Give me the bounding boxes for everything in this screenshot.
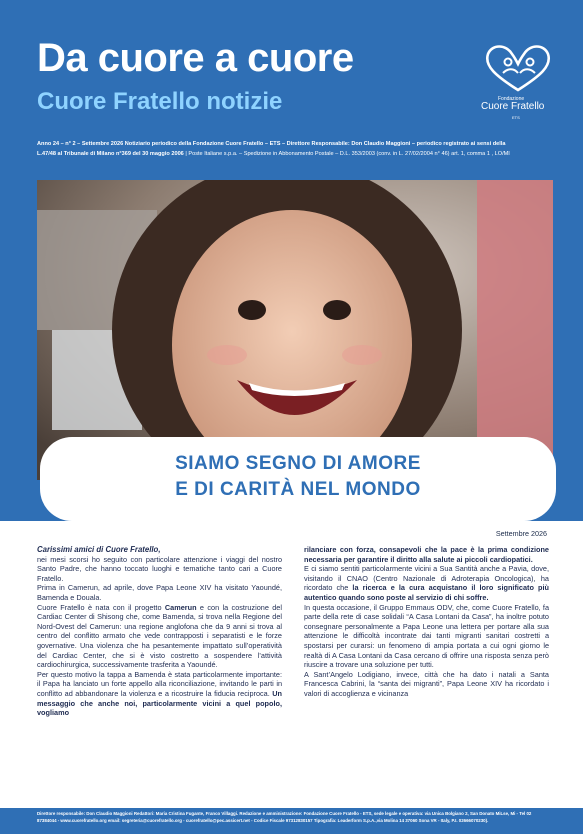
text-run-bold: Camerun [164,602,197,612]
article-paragraph: rilanciare con forza, consapevoli che la pace è la prima condizione necessaria per garantire il diritto alla salute ai piccoli cardiopatici. [304,545,549,564]
cover-photo-smiling-child [37,180,553,480]
article-greeting: Carissimi amici di Cuore Fratello, [37,545,161,554]
article-column-2 [304,545,549,699]
text-run: Per questo motivo la tappa a Bamenda è stata particolarmente importante: il Papa ha lanciato un forte appello alla riconciliazione, invitando le parti in conflitto ad abbandonare la violenza e a ricostruire la fiducia reciproca. [37,669,282,698]
logo-name: Cuore Fratello [481,101,545,112]
article-paragraph: Prima in Camerun, ad aprile, dove Papa Leone XIV ha visitato Yaoundé, Bamenda e Douala. [37,583,282,602]
text-run-bold: la ricerca e la cura acquistano il loro significato più autentico quando sono poste al servizio di chi soffre. [304,583,549,602]
headline-line-1: SIAMO SEGNO DI AMORE [175,453,421,474]
colophon [37,140,553,159]
logo-suffix: ETS [512,115,520,120]
article-paragraph [37,603,282,670]
article-body [0,521,583,808]
colophon-postal: | Poste Italiane s.p.a. – Spedizione in Abbonamento Postale – D.L. 353/2003 (conv. in L. 27/02/2004 n° 46) art. 1, comma 1 , LO/MI [183,150,510,157]
colophon-line-2 [37,150,553,160]
article-paragraph: nei mesi scorsi ho seguito con particolare attenzione i viaggi del nostro Santo Padre, che hanno toccato luoghi e tematiche tanto cari a Cuore Fratello. [37,554,282,583]
text-run: E ci siamo sentiti particolarmente vicini a Sua Santità anche a Pavia, dove, visitando il CNAO (Centro Nazionale di Adroterapia Oncologica), ha ricordato che [304,564,549,593]
colophon-registration: L.47/48 al Tribunale di Milano n°369 del 30 maggio 2006 [37,150,184,157]
footer [0,808,583,834]
masthead-subtitle: Cuore Fratello notizie [37,88,283,115]
headline-line-2: E DI CARITÀ NEL MONDO [175,479,421,500]
masthead-title: Da cuore a cuore [37,36,354,80]
article-paragraph [37,670,282,718]
footer-credits: Direttore responsabile: Don Claudio Maggioni Redattori: Maria Cristina Fugante, Franco Villaggi. Redazione e amministrazione: Fondazione Cuore Fratello - ETS, sede legale e operativa: via Unica Bolgiano 2, San Donato MiLse, Mi - Tel 02 87384044 - www.cuorefratello.org email: segreteria@cuorefratello.org - cuorefratello@pec.assicert.net - Codice Fiscale 97312830157 Tipografia: Leaderform S.p.A.,via Molina 14 37060 Sona VR - Italy, P.I. 02666070230). [37,811,532,823]
logo-foundation-label: Fondazione [498,96,525,102]
issue-date: Settembre 2026 [495,529,547,538]
text-run: Cuore Fratello è nata con il progetto [37,602,165,612]
article-paragraph: In questa occasione, il Gruppo Emmaus ODV, che, come Cuore Fratello, fa parte della rete di case solidali “A Casa Lontani da Casa”, ha inoltre potuto consegnare personalmente a Papa Leone una lettera per portare alla sua attenzione le difficoltà incontrate dai tanti migranti sanitari costretti a spostarsi per curarsi: un fenomeno di ampia portata a cui ogni giorno le realtà di A Casa Lontani da Casa cercano di offrire una risposta senza però riuscire a trovare una soluzione per tutti. [304,602,549,670]
article-paragraph: A Sant’Angelo Lodigiano, invece, città che ha dato i natali a Santa Francesca Cabrini, la “santa dei migranti”, Papa Leone XIV ha ricordato i valori di accoglienza e vicinanza [304,669,549,698]
text-run-bold: Un messaggio che anche noi, particolarmente vicini a quel popolo, vogliamo [37,688,282,718]
text-run: e con la costruzione del Cardiac Center di Shisong che, come Bamenda, si trova nella Regione del Nord-Ovest del Camerun: una regione anglofona che da 9 anni si trova al centro del conflitto armato che vede contrapposti i separatisti e le forze governative. Una violenza che ha pesantemente impattato sull’operatività del Cardiac Center, che si è visto costretto a sospendere l’attività cardiochirurgica, successivamente trasferita a Yaoundé. [37,602,282,670]
article-paragraph [304,564,549,602]
colophon-line-1: Anno 24 – n° 2 – Settembre 2026 Notiziario periodico della Fondazione Cuore Fratello – ETS – Direttore Responsabile: Don Claudio Maggioni – periodico registrato ai sensi della [37,141,506,147]
article-column-1 [37,545,282,718]
headline-banner [40,437,556,521]
